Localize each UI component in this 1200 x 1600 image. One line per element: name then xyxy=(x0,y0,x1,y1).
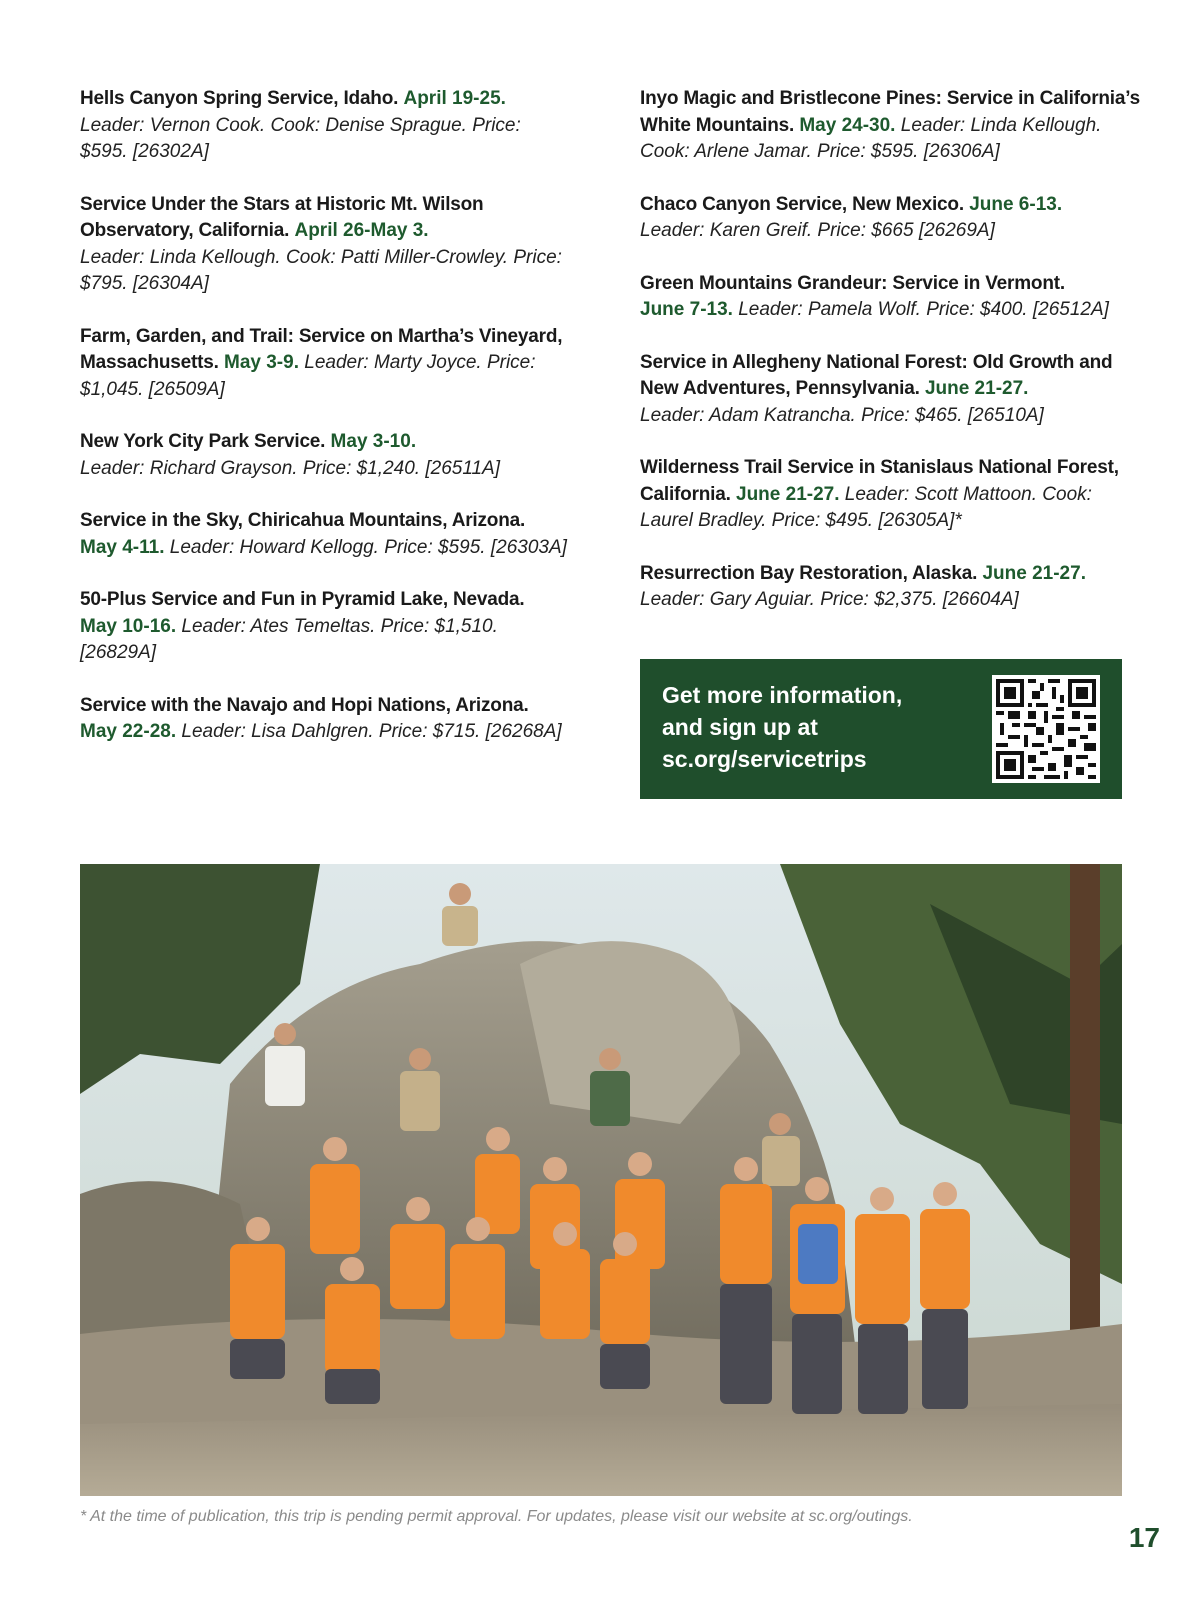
trip-date: June 21-27. xyxy=(924,378,1029,399)
trip-date: June 7-13. xyxy=(640,299,733,320)
trip-title: 50-Plus Service and Fun in Pyramid Lake, Nevada. xyxy=(80,589,525,610)
footnote: * At the time of publication, this trip is pending permit approval. For updates, please visit our website at sc.org/outings. xyxy=(80,1508,913,1525)
trip-details: Leader: Adam Katrancha. Price: $465. [26510A] xyxy=(640,404,1044,426)
trip-entry xyxy=(80,508,570,561)
trip-title: Hells Canyon Spring Service, Idaho. xyxy=(80,88,399,109)
trip-details: Leader: Marty Joyce. Price: $1,045. [26509A] xyxy=(80,352,536,400)
page-number: 17 xyxy=(1128,1522,1160,1553)
callout-line-1: Get more information, xyxy=(662,682,903,708)
trip-details: Leader: Karen Greif. Price: $665 [26269A] xyxy=(640,220,995,241)
trip-details: Leader: Vernon Cook. Cook: Denise Sprague. Price: $595. [26302A] xyxy=(80,114,521,162)
trip-entry xyxy=(80,324,570,404)
trip-entry xyxy=(640,561,1140,614)
trip-date: June 6-13. xyxy=(969,193,1063,215)
trip-details: Leader: Howard Kellogg. Price: $595. [26303A] xyxy=(169,536,567,558)
trip-details: Leader: Gary Aguiar. Price: $2,375. [26604A] xyxy=(640,589,1019,610)
group-photo xyxy=(80,864,1122,1496)
trip-entry xyxy=(80,86,570,166)
callout-link[interactable]: sc.org/servicetrips xyxy=(662,746,867,772)
trip-title: Service Under the Stars at Historic Mt. Wilson Observatory, California. xyxy=(80,193,484,241)
trip-entry xyxy=(640,455,1140,535)
trip-entry xyxy=(80,192,570,298)
trip-entry xyxy=(640,350,1140,430)
left-trip-column xyxy=(80,86,570,772)
trip-title: Farm, Garden, and Trail: Service on Martha’s Vineyard, Massachusetts. xyxy=(80,325,563,373)
right-trip-column xyxy=(640,86,1140,640)
trip-date: May 4-11. xyxy=(80,536,165,558)
trip-details: Leader: Richard Grayson. Price: $1,240. [26511A] xyxy=(80,457,501,479)
trip-title: Service with the Navajo and Hopi Nations, Arizona. xyxy=(80,694,529,716)
trip-date: June 21-27. xyxy=(736,483,840,505)
trip-title: Green Mountains Grandeur: Service in Vermont. xyxy=(640,272,1065,294)
trip-title: Wilderness Trail Service in Stanislaus National Forest, California. xyxy=(640,457,1119,505)
trip-title: New York City Park Service. xyxy=(80,431,326,452)
info-callout-box xyxy=(640,659,1122,799)
trip-title: Resurrection Bay Restoration, Alaska. xyxy=(640,562,978,584)
trip-entry xyxy=(80,693,570,746)
trip-title: Chaco Canyon Service, New Mexico. xyxy=(640,193,964,215)
trip-date: May 10-16. xyxy=(80,615,177,637)
trip-entry xyxy=(80,429,570,482)
trip-date: April 26-May 3. xyxy=(294,220,429,241)
trip-date: May 3-9. xyxy=(224,352,299,373)
trip-date: June 21-27. xyxy=(982,562,1086,584)
trip-details: Leader: Lisa Dahlgren. Price: $715. [26268A] xyxy=(181,721,562,742)
trip-date: May 3-10. xyxy=(330,431,417,452)
trip-details: Leader: Pamela Wolf. Price: $400. [26512A] xyxy=(738,299,1109,320)
trip-details: Leader: Ates Temeltas. Price: $1,510. [26829A] xyxy=(80,615,498,663)
trip-details: Leader: Scott Mattoon. Cook: Laurel Bradley. Price: $495. [26305A]* xyxy=(640,483,1092,531)
callout-line-2: and sign up at xyxy=(662,714,818,740)
trip-entry xyxy=(640,271,1140,324)
callout-text xyxy=(662,679,902,775)
trip-title: Service in Allegheny National Forest: Old Growth and New Adventures, Pennsylvania. xyxy=(640,351,1113,399)
trip-date: May 24-30. xyxy=(799,114,896,136)
trip-title: Inyo Magic and Bristlecone Pines: Service in California’s White Mountains. xyxy=(640,88,1140,136)
trip-details: Leader: Linda Kellough. Cook: Patti Miller-Crowley. Price: $795. [26304A] xyxy=(80,246,562,294)
trip-entry xyxy=(80,587,570,667)
trip-entry xyxy=(640,86,1140,166)
trip-details: Leader: Linda Kellough. Cook: Arlene Jamar. Price: $595. [26306A] xyxy=(640,114,1102,162)
qr-code-icon[interactable] xyxy=(992,675,1100,783)
trip-title: Service in the Sky, Chiricahua Mountains, Arizona. xyxy=(80,510,526,531)
trip-date: May 22-28. xyxy=(80,721,177,742)
trip-date: April 19-25. xyxy=(403,88,506,109)
trip-entry xyxy=(640,192,1140,245)
